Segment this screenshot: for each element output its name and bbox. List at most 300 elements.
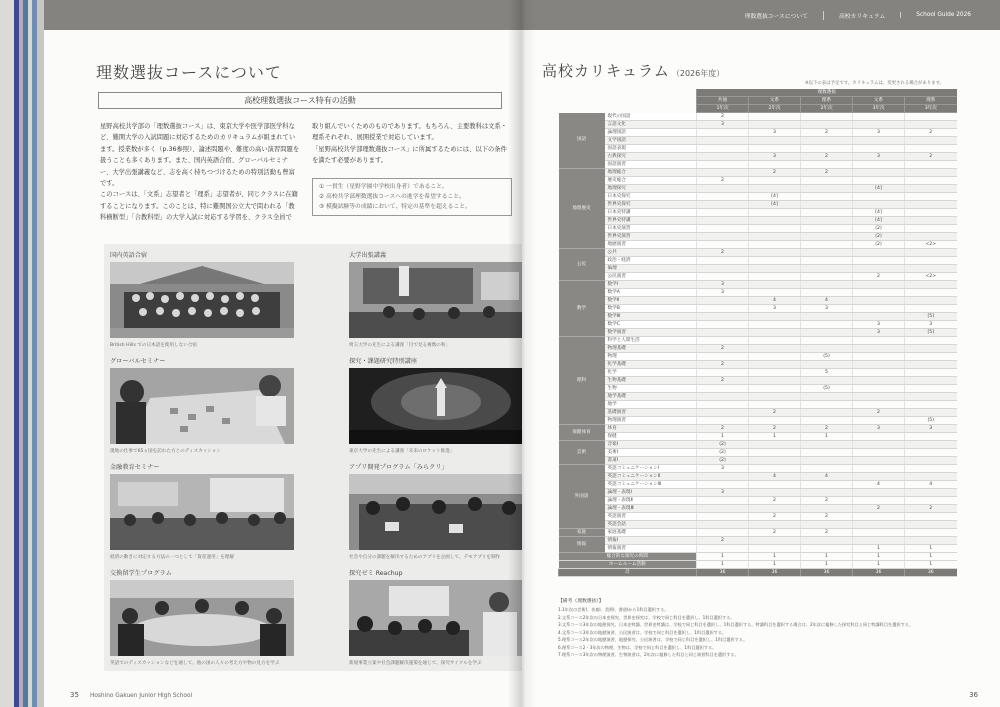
subject-group-label: 公民 <box>559 249 605 281</box>
credit-cell: 3 <box>853 329 905 337</box>
condition-item: ② 高校共学部理数選抜コースへの進学を希望すること。 <box>319 194 465 200</box>
credit-cell: [4] <box>853 217 905 225</box>
credit-cell: 1 <box>697 433 749 441</box>
credit-cell <box>749 489 801 497</box>
credit-cell: 4 <box>801 473 853 481</box>
credit-cell <box>801 273 853 281</box>
credit-cell <box>749 345 801 353</box>
credit-cell <box>905 377 957 385</box>
credit-cell: 2 <box>905 153 957 161</box>
credit-cell <box>749 113 801 121</box>
credit-cell <box>749 321 801 329</box>
credit-cell <box>853 385 905 393</box>
activity-caption: 現地の仕事で65ヵ国を訪れた方とのディスカッション <box>110 449 221 454</box>
credit-cell <box>697 393 749 401</box>
credit-cell: 4 <box>749 297 801 305</box>
credit-cell <box>905 385 957 393</box>
credit-cell <box>749 337 801 345</box>
subject-name: 地理探究 <box>605 185 697 193</box>
credit-cell <box>801 161 853 169</box>
subject-name: 地学 <box>605 401 697 409</box>
subject-group-label: 地理歴史 <box>559 169 605 249</box>
credit-cell <box>697 145 749 153</box>
credit-cell: 3 <box>749 129 801 137</box>
subject-row <box>559 449 957 457</box>
credit-cell: 4 <box>749 473 801 481</box>
subject-row <box>559 177 957 185</box>
total-row <box>559 569 957 577</box>
credit-cell: (5) <box>801 385 853 393</box>
credit-cell: 1 <box>801 561 853 569</box>
credit-cell <box>749 257 801 265</box>
subject-row <box>559 385 957 393</box>
credit-cell <box>905 161 957 169</box>
credit-cell <box>801 329 853 337</box>
credit-cell <box>905 217 957 225</box>
credit-cell <box>697 265 749 273</box>
credit-cell <box>697 473 749 481</box>
credit-cell <box>697 409 749 417</box>
credit-cell: 2 <box>749 529 801 537</box>
header-breadcrumb <box>730 0 986 30</box>
credit-cell: 2 <box>853 505 905 513</box>
subject-name: 情報Ⅰ <box>605 537 697 545</box>
credit-cell <box>697 313 749 321</box>
credit-cell <box>801 393 853 401</box>
subject-name: 論理・表現Ⅰ <box>605 489 697 497</box>
credit-cell <box>749 233 801 241</box>
credit-cell <box>749 505 801 513</box>
credit-cell <box>853 497 905 505</box>
credit-cell <box>853 433 905 441</box>
credit-cell <box>853 137 905 145</box>
credit-cell: 2 <box>697 177 749 185</box>
subject-row <box>559 281 957 289</box>
subject-name: 数学A <box>605 289 697 297</box>
subject-row <box>559 497 957 505</box>
credit-cell <box>697 521 749 529</box>
credit-cell: 3 <box>697 465 749 473</box>
credit-cell: (2) <box>697 449 749 457</box>
subject-row <box>559 169 957 177</box>
subject-name: 数学Ⅰ <box>605 281 697 289</box>
credit-cell <box>905 233 957 241</box>
total-cell: 36 <box>749 569 801 577</box>
curriculum-table <box>558 89 957 577</box>
credit-cell <box>853 121 905 129</box>
subject-row <box>559 145 957 153</box>
credit-cell: 2 <box>749 425 801 433</box>
credit-cell: 1 <box>697 553 749 561</box>
credit-cell <box>905 193 957 201</box>
subject-name: 数学C <box>605 321 697 329</box>
subject-row <box>559 273 957 281</box>
subject-row <box>559 505 957 513</box>
credit-cell: 1 <box>905 545 957 553</box>
special-activity-label: 総合的な探究の時間 <box>559 553 697 561</box>
credit-cell <box>697 545 749 553</box>
credit-cell <box>853 345 905 353</box>
credit-cell: [5] <box>905 329 957 337</box>
subject-row <box>559 193 957 201</box>
subject-row <box>559 369 957 377</box>
credit-cell <box>853 113 905 121</box>
credit-cell: 2 <box>801 529 853 537</box>
activity-title: 探究ゼミ Reachup <box>349 570 403 577</box>
title-year: （2026年度） <box>671 69 725 78</box>
note-item: 2.文系コース2年次の日本史探究、世界史探究は、学校で同じ科目を選択し、1科目選択する。 <box>558 614 735 620</box>
credit-cell <box>853 361 905 369</box>
credit-cell: 2 <box>749 497 801 505</box>
subject-name: 世界史演習 <box>605 233 697 241</box>
subject-row <box>559 313 957 321</box>
subject-name: 音楽Ⅰ <box>605 441 697 449</box>
credit-cell: (2) <box>697 457 749 465</box>
credit-cell <box>697 209 749 217</box>
credit-cell <box>801 481 853 489</box>
subject-name: 日本史特講 <box>605 209 697 217</box>
credit-cell <box>801 345 853 353</box>
subject-row <box>559 161 957 169</box>
credit-cell: 3 <box>905 321 957 329</box>
subject-row <box>559 489 957 497</box>
credit-cell: 1 <box>853 553 905 561</box>
credit-cell: 1 <box>697 561 749 569</box>
credit-cell: 1 <box>905 561 957 569</box>
subject-row <box>559 257 957 265</box>
credit-cell <box>853 169 905 177</box>
subject-row <box>559 265 957 273</box>
right-page <box>522 0 1000 707</box>
activity-photo <box>110 474 294 550</box>
credit-cell <box>905 361 957 369</box>
credit-cell <box>853 313 905 321</box>
note-item: 6.理系コース2・3年次の物理、生物は、学校で同じ科目を選択し、1科目選択する。 <box>558 644 717 650</box>
credit-cell <box>905 249 957 257</box>
credit-cell <box>853 305 905 313</box>
credit-cell: 3 <box>853 321 905 329</box>
credit-cell <box>697 225 749 233</box>
credit-cell <box>905 145 957 153</box>
credit-cell: 3 <box>697 289 749 297</box>
subject-row <box>559 249 957 257</box>
subject-row <box>559 441 957 449</box>
credit-cell <box>905 177 957 185</box>
credit-cell: 2 <box>749 513 801 521</box>
credit-cell <box>853 265 905 273</box>
credit-cell: 4 <box>853 481 905 489</box>
credit-cell: (2) <box>853 225 905 233</box>
credit-cell: 2 <box>801 425 853 433</box>
credit-cell <box>697 137 749 145</box>
notes-title: 【備考（理数選抜）】 <box>558 599 604 604</box>
credit-cell <box>801 409 853 417</box>
credit-cell <box>749 137 801 145</box>
activity-photo <box>349 262 522 338</box>
credit-cell <box>697 193 749 201</box>
credit-cell <box>905 513 957 521</box>
subject-name: 体育 <box>605 425 697 433</box>
credit-cell: 3 <box>697 281 749 289</box>
credit-cell: [4] <box>749 193 801 201</box>
credit-cell <box>905 113 957 121</box>
subject-name: 物理基礎 <box>605 345 697 353</box>
credit-cell <box>905 257 957 265</box>
course-header: 理数選抜 <box>697 89 957 97</box>
credit-cell <box>853 281 905 289</box>
subject-name: 化学 <box>605 369 697 377</box>
credit-cell <box>697 505 749 513</box>
subject-name: 公共 <box>605 249 697 257</box>
condition-item: ① 一貫生（星野学園中学校出身者）であること。 <box>319 184 448 190</box>
credit-cell <box>749 177 801 185</box>
credit-cell <box>749 393 801 401</box>
credit-cell <box>749 145 801 153</box>
credit-cell <box>697 401 749 409</box>
credit-cell <box>853 449 905 457</box>
credit-cell <box>697 385 749 393</box>
special-activity-row <box>559 561 957 569</box>
credit-cell <box>853 393 905 401</box>
column-year-header: 2年次 <box>749 105 801 113</box>
credit-cell <box>697 329 749 337</box>
credit-cell <box>749 537 801 545</box>
subject-row <box>559 305 957 313</box>
credit-cell <box>801 449 853 457</box>
subject-name: 地学基礎 <box>605 393 697 401</box>
credit-cell <box>801 489 853 497</box>
credit-cell: 1 <box>801 553 853 561</box>
credit-cell <box>853 297 905 305</box>
credit-cell <box>801 321 853 329</box>
credit-cell: 1 <box>749 553 801 561</box>
credit-cell <box>697 497 749 505</box>
activity-title: 交換留学生プログラム <box>110 570 172 577</box>
credit-cell <box>905 369 957 377</box>
activity-title: 探究・課題研究特別講座 <box>349 358 418 365</box>
subject-name: 数学B <box>605 305 697 313</box>
column-track-header: 理系 <box>801 97 853 105</box>
subject-group-label: 保健体育 <box>559 425 605 441</box>
credit-cell: 2 <box>801 513 853 521</box>
credit-cell <box>853 337 905 345</box>
credit-cell <box>905 529 957 537</box>
credit-cell: 2 <box>697 537 749 545</box>
credit-cell <box>749 377 801 385</box>
subject-name: 情報演習 <box>605 545 697 553</box>
page-title: 理数選抜コースについて <box>96 63 282 82</box>
credit-cell <box>749 369 801 377</box>
subject-name: 英語コミュニケーションⅠ <box>605 465 697 473</box>
subject-row <box>559 401 957 409</box>
subject-row <box>559 289 957 297</box>
credit-cell <box>697 321 749 329</box>
credit-cell <box>801 377 853 385</box>
page-number: 36 <box>969 691 978 699</box>
activity-photo <box>110 580 294 656</box>
activity-title: 金融教育セミナー <box>110 464 160 471</box>
credit-cell: (2) <box>853 233 905 241</box>
note-item: 4.文系コース3年次の地歴演習、公民演習は、学校で同じ科目を選択し、1科目選択する。 <box>558 629 727 635</box>
credit-cell <box>801 289 853 297</box>
credit-cell <box>749 361 801 369</box>
credit-cell: [5] <box>905 313 957 321</box>
subject-name: 基礎演習 <box>605 409 697 417</box>
credit-cell <box>801 465 853 473</box>
subject-name: 地歴演習 <box>605 241 697 249</box>
credit-cell <box>801 281 853 289</box>
credit-cell <box>905 401 957 409</box>
credit-cell <box>801 361 853 369</box>
credit-cell <box>853 401 905 409</box>
credit-cell <box>749 329 801 337</box>
subject-name: 歴史総合 <box>605 177 697 185</box>
intro-paragraph: 星野高校共学部の「理数選抜コース」は、東京大学や医学部医学科など、難関大学の入試問題に対応するためのカリキュラムが組まれています。授業数が多く（p.36参照）、論述問題や、難度の高い演習問題を扱うことも多くあります。また、国内英語合宿、グローバルセミナー、大学出張講義など、志を高く持ちつづけるための特別活動も豊富です。 このコースは、「文系」志望者と「理系」志望者が、同じクラスに在籍することになります。このことは、特に難関国公立大で問われる「教科横断型」「合教科型」の大学入試に対応する学習を、クラス全員で <box>100 123 300 222</box>
credit-cell <box>749 249 801 257</box>
subject-name: 論理国語 <box>605 129 697 137</box>
credit-cell: 3 <box>697 489 749 497</box>
credit-cell <box>801 313 853 321</box>
subject-name: 国語表現 <box>605 145 697 153</box>
credit-cell <box>905 137 957 145</box>
credit-cell: 2 <box>697 249 749 257</box>
credit-cell <box>697 513 749 521</box>
note-item: 1.1年次の芸術Ⅰ、音楽Ⅰ、美術Ⅰ、書道Ⅰから1科目選択する。 <box>558 607 669 612</box>
subject-row <box>559 129 957 137</box>
credit-cell <box>853 353 905 361</box>
credit-cell <box>697 529 749 537</box>
credit-cell: 3 <box>905 425 957 433</box>
subject-row <box>559 137 957 145</box>
activity-caption: 新規事業立案や社会課題解決施策を通じて、探究サイクルを学ぶ <box>349 661 482 666</box>
credit-cell <box>905 209 957 217</box>
credit-cell: (2) <box>697 441 749 449</box>
subject-row <box>559 481 957 489</box>
credit-cell <box>749 313 801 321</box>
subject-name: 国語演習 <box>605 161 697 169</box>
credit-cell: 3 <box>853 425 905 433</box>
note-item: 7.理系コース3年次の物理演習、生物演習は、2年次に履修した科目と同じ演習科目を選択する。 <box>558 652 739 657</box>
credit-cell <box>697 129 749 137</box>
subject-name: 言語文化 <box>605 121 697 129</box>
subject-row <box>559 233 957 241</box>
credit-cell <box>749 225 801 233</box>
subject-row <box>559 121 957 129</box>
credit-cell: 2 <box>801 153 853 161</box>
column-track-header: 文系 <box>749 97 801 105</box>
credit-cell: 1 <box>905 553 957 561</box>
credit-cell <box>697 185 749 193</box>
column-track-header: 文系 <box>853 97 905 105</box>
credit-cell <box>801 185 853 193</box>
credit-cell: 2 <box>905 505 957 513</box>
subject-group-label: 国語 <box>559 113 605 169</box>
subject-row <box>559 153 957 161</box>
credit-cell <box>905 337 957 345</box>
credit-cell: 2 <box>697 113 749 121</box>
subject-group-label: 外国語 <box>559 465 605 529</box>
credit-cell <box>697 233 749 241</box>
credit-cell <box>697 273 749 281</box>
credit-cell <box>749 209 801 217</box>
credit-cell <box>697 201 749 209</box>
activity-photo <box>349 474 522 550</box>
activity-title: 大学出張講義 <box>349 252 387 259</box>
credit-cell <box>853 257 905 265</box>
credit-cell <box>801 265 853 273</box>
subject-name: 書道Ⅰ <box>605 457 697 465</box>
credit-cell <box>749 545 801 553</box>
credit-cell <box>749 385 801 393</box>
credit-cell <box>801 257 853 265</box>
note-item: 5.理系コース2年次の地歴演習、地歴探究、公民演習は、学校で同じ科目を選択し、1科目選択する。 <box>558 637 748 642</box>
credit-cell <box>749 217 801 225</box>
credit-cell <box>697 257 749 265</box>
activity-title: 国内英語合宿 <box>110 252 148 259</box>
credit-cell: <2> <box>905 241 957 249</box>
credit-cell <box>697 417 749 425</box>
activity-photo <box>349 368 522 444</box>
credit-cell <box>801 137 853 145</box>
total-cell: 36 <box>801 569 853 577</box>
credit-cell <box>905 121 957 129</box>
credit-cell <box>749 417 801 425</box>
credit-cell <box>697 369 749 377</box>
credit-cell <box>697 241 749 249</box>
header-tab: School Guide 2026 <box>900 12 986 18</box>
title-text: 高校カリキュラム <box>542 62 670 80</box>
credit-cell: 2 <box>697 345 749 353</box>
credit-cell <box>801 417 853 425</box>
credit-cell <box>905 201 957 209</box>
credit-cell <box>853 489 905 497</box>
header-tab: 高校カリキュラム <box>823 11 900 20</box>
credit-cell: (5) <box>801 353 853 361</box>
special-activity-row <box>559 553 957 561</box>
credit-cell <box>905 185 957 193</box>
credit-cell <box>905 345 957 353</box>
credit-cell: 1 <box>853 561 905 569</box>
subject-name: 倫理 <box>605 265 697 273</box>
credit-cell <box>801 505 853 513</box>
subject-name: 物理演習 <box>605 417 697 425</box>
subject-name: 論理・表現Ⅱ <box>605 497 697 505</box>
credit-cell <box>749 185 801 193</box>
conditions-box <box>312 178 512 216</box>
subject-row <box>559 361 957 369</box>
total-cell: 36 <box>853 569 905 577</box>
credit-cell <box>697 337 749 345</box>
subject-name: 日本史演習 <box>605 225 697 233</box>
credit-cell <box>853 521 905 529</box>
subject-row <box>559 297 957 305</box>
subject-group-label: 芸術 <box>559 441 605 465</box>
credit-cell <box>801 241 853 249</box>
subject-name: 化学基礎 <box>605 361 697 369</box>
credit-cell: 1 <box>801 433 853 441</box>
activity-photo <box>110 368 294 444</box>
subject-name: 現代の国語 <box>605 113 697 121</box>
subject-row <box>559 417 957 425</box>
subject-row <box>559 537 957 545</box>
credit-cell <box>801 401 853 409</box>
credit-cell <box>749 241 801 249</box>
credit-cell <box>749 441 801 449</box>
credit-cell <box>697 305 749 313</box>
credit-cell <box>749 161 801 169</box>
notes-section <box>558 597 958 659</box>
activity-caption: British Hills での日本語を使用しない合宿 <box>110 343 198 348</box>
